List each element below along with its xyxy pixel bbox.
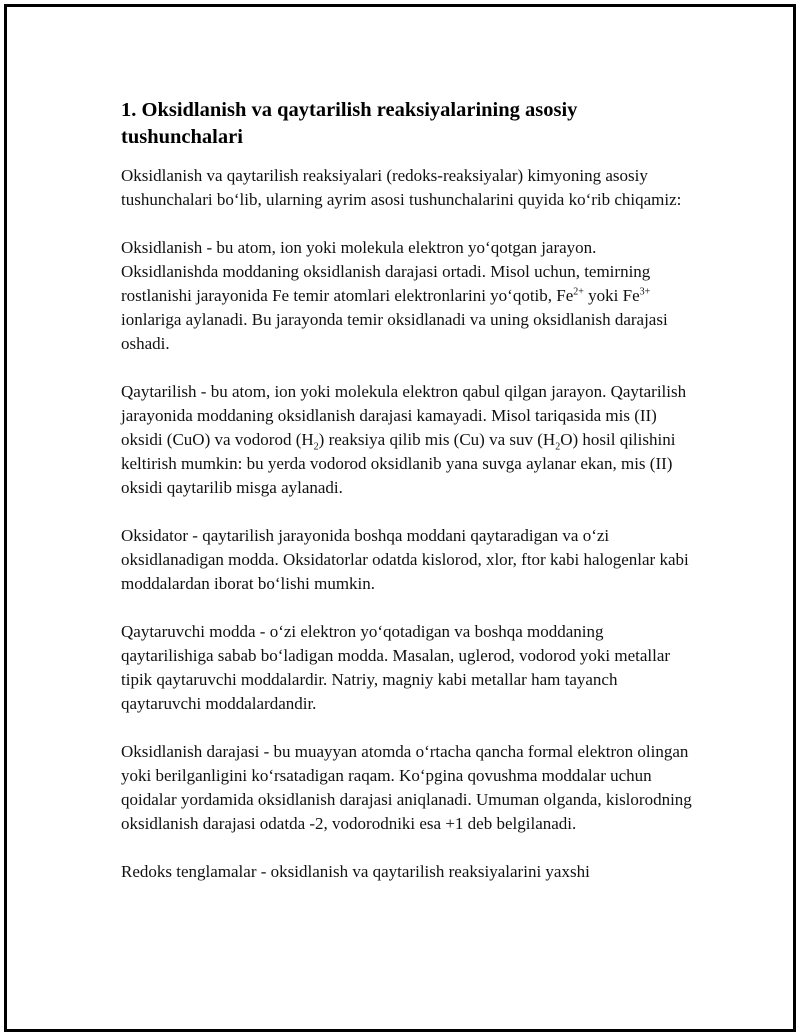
- h2-subscript: 2: [313, 441, 319, 453]
- document-page: [4, 4, 796, 1032]
- qaytarilish-text-a: Qaytarilish - bu atom, ion yoki molekula elektron qabul qilgan jarayon. Qaytarilish jarayonida moddaning oksidlanish darajasi kamayadi. Misol tariqasida mis (II) oksidi (CuO) va vodorod (H: [121, 382, 687, 449]
- oksidlanish-paragraph: [121, 236, 696, 356]
- section-title: 1. Oksidlanish va qaytarilish reaksiyalarining asosiy tushunchalari: [121, 99, 578, 148]
- fe2-charge: 2+: [573, 286, 584, 298]
- oksidlanish-darajasi-paragraph: Oksidlanish darajasi - bu muayyan atomda o‘rtacha qancha formal elektron olingan yoki berilganligini ko‘rsatadigan raqam. Ko‘pgina qovushma moddalar uchun qoidalar yordamida oksidlanish darajasi aniqlanadi. Umuman olganda, kislorodning oksidlanish darajasi odatda -2, vodorodniki esa +1 deb belgilanadi.: [121, 742, 692, 833]
- oksidlanish-text-c: ionlariga aylanadi. Bu jarayonda temir oksidlanadi va uning oksidlanish darajasi oshadi.: [121, 310, 668, 353]
- qaytaruvchi-paragraph: Qaytaruvchi modda - o‘zi elektron yo‘qotadigan va boshqa moddaning qaytarilishiga sabab bo‘ladigan modda. Masalan, uglerod, vodorod yoki metallar tipik qaytaruvchi moddalardir. Natriy, magniy kabi metallar ham tayanch qaytaruvchi moddalardandir.: [121, 622, 671, 713]
- h2o-subscript: 2: [555, 441, 561, 453]
- qaytarilish-text-b: ) reaksiya qilib mis (Cu) va suv (H: [318, 430, 556, 449]
- oksidlanish-text-a: Oksidlanish - bu atom, ion yoki molekula elektron yo‘qotgan jarayon. Oksidlanishda moddaning oksidlanish darajasi ortadi. Misol uchun, temirning rostlanishi jarayonida Fe temir atomlari elektronlarini yo‘qotib, Fe: [121, 238, 651, 305]
- document-body: [121, 97, 696, 908]
- intro-paragraph: Oksidlanish va qaytarilish reaksiyalari (redoks-reaksiyalar) kimyoning asosiy tushunchalari bo‘lib, ularning ayrim asosi tushunchalarini quyida ko‘rib chiqamiz:: [121, 166, 682, 209]
- oksidlanish-text-b: yoki Fe: [583, 286, 640, 305]
- fe3-charge: 3+: [639, 286, 651, 298]
- qaytarilish-paragraph: [121, 380, 696, 500]
- oksidator-paragraph: Oksidator - qaytarilish jarayonida boshqa moddani qaytaradigan va o‘zi oksidlanadigan modda. Oksidatorlar odatda kislorod, xlor, ftor kabi halogenlar kabi moddalardan iborat bo‘lishi mumkin.: [121, 526, 689, 593]
- qaytarilish-text-c: O) hosil qilishini keltirish mumkin: bu yerda vodorod oksidlanib yana suvga aylanar ekan, mis (II) oksidi qaytarilib misga aylanadi.: [121, 430, 676, 497]
- redoks-paragraph: Redoks tenglamalar - oksidlanish va qaytarilish reaksiyalarini yaxshi: [121, 862, 590, 881]
